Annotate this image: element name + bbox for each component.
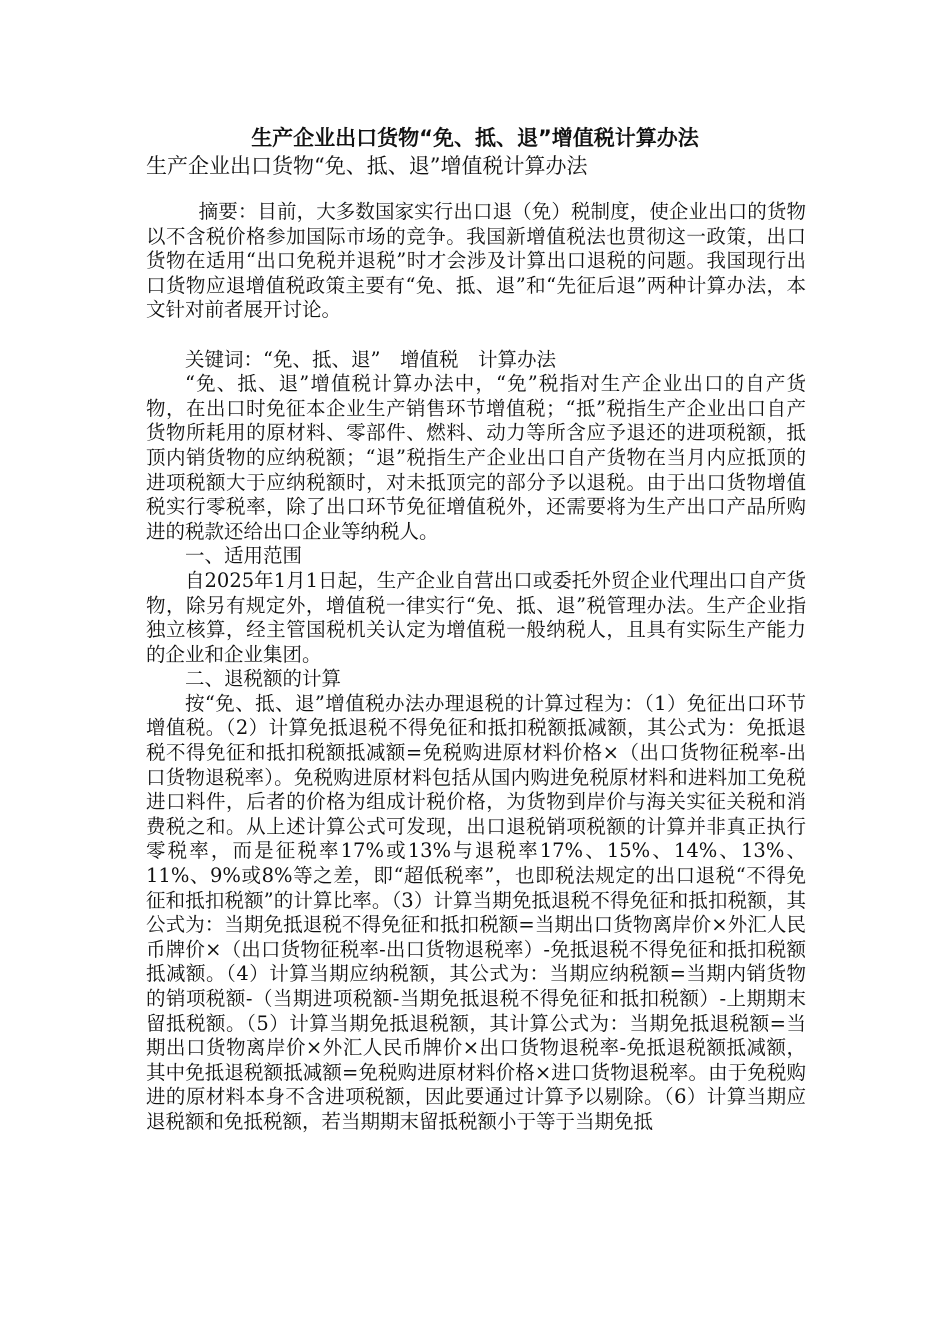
scope-paragraph: 自2025年1月1日起，生产企业自营出口或委托外贸企业代理出口自产货物，除另有规定外，增值税一律实行“免、抵、退”税管理办法。生产企业指独立核算，经主管国税机关认定为增值税一般纳税人，且具有实际生产能力的企业和企业集团。 (146, 568, 806, 666)
abstract-paragraph: 摘要：目前，大多数国家实行出口退（免）税制度，使企业出口的货物以不含税价格参加国际市场的竞争。我国新增值税法也贯彻这一政策，出口货物在适用“出口免税并退税”时才会涉及计算出口退税的问题。我国现行出口货物应退增值税政策主要有“免、抵、退”和“先征后退”两种计算办法，本文针对前者展开讨论。 (146, 200, 806, 322)
intro-paragraph: “免、抵、退”增值税计算办法中，“免”税指对生产企业出口的自产货物，在出口时免征本企业生产销售环节增值税；“抵”税指生产企业出口自产货物所耗用的原材料、零部件、燃料、动力等所含应予退还的进项税额，抵顶内销货物的应纳税额；“退”税指生产企业出口自产货物在当月内应抵顶的进项税额大于应纳税额时，对未抵顶完的部分予以退税。由于出口货物增值税实行零税率，除了出口环节免征增值税外，还需要将为生产出口产品所购进的税款还给出口企业等纳税人。 (146, 372, 806, 543)
document-body (146, 200, 806, 1135)
section-heading-scope: 一、适用范围 (185, 544, 303, 568)
paragraph-gap (146, 323, 806, 348)
keywords-line: 关键词：“免、抵、退” 增值税 计算办法 (185, 347, 556, 371)
calculation-paragraph: 按“免、抵、退”增值税办法办理退税的计算过程为：（1）免征出口环节增值税。（2）计算免抵退税不得免征和抵扣税额抵减额，其公式为：免抵退税不得免征和抵扣税额抵减额=免税购进原材料价格×（出口货物征税率-出口货物退税率）。免税购进原材料包括从国内购进免税原材料和进料加工免税进口料件，后者的价格为组成计税价格，为货物到岸价与海关实征关税和消费税之和。从上述计算公式可发现，出口退税销项税额的计算并非真正执行零税率，而是征税率17%或13%与退税率17%、15%、14%、13%、11%、9%或8%等之差，即“超低税率”，也即税法规定的出口退税“不得免征和抵扣税额”的计算比率。（3）计算当期免抵退税不得免征和抵扣税额，其公式为：当期免抵退税不得免征和抵扣税额=当期出口货物离岸价×外汇人民币牌价×（出口货物征税率-出口货物退税率）-免抵退税不得免征和抵扣税额抵减额。（4）计算当期应纳税额，其公式为：当期应纳税额=当期内销货物的销项税额-（当期进项税额-当期免抵退税不得免征和抵扣税额）-上期期末留抵税额。（5）计算当期免抵退税额，其计算公式为：当期免抵退税额=当期出口货物离岸价×外汇人民币牌价×出口货物退税率-免抵退税额抵减额，其中免抵退税额抵减额=免税购进原材料价格×进口货物退税率。由于免税购进的原材料本身不含进项税额，因此要通过计算予以剔除。（6）计算当期应退税额和免抵税额，若当期期末留抵税额小于等于当期免抵 (146, 691, 806, 1133)
document-subtitle: 生产企业出口货物“免、抵、退”增值税计算办法 (146, 154, 588, 178)
document-title: 生产企业出口货物“免、抵、退”增值税计算办法 (251, 126, 699, 150)
section-heading-calculation: 二、退税额的计算 (185, 667, 342, 691)
